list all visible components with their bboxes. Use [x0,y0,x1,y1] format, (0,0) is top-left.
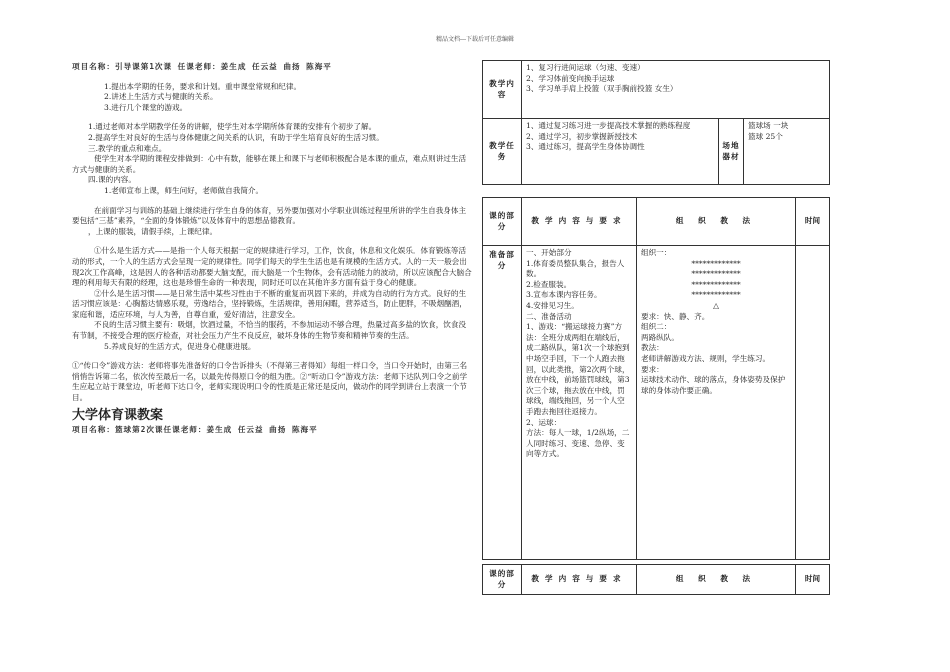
list-item: 运球技术动作、球的落点，身体姿势及保护球的身体动作要正确。 [641,375,786,395]
list-item: 1.体育委员整队集合，报告人数。 [526,258,625,279]
list-item: 2、学习体前变向换手运球 [526,73,615,83]
paragraph: 在前面学习与训练的基础上继续进行学生自身的体育，另外要加强对小学职业训练过程里所讲的学生自我身体主要包括“三基”素养，“全面的身体锻炼”以及体育中的思想品德教育。 [72,205,467,226]
list-item: 要求：快、静、齐。 [641,311,710,321]
list-item: 篮球场 一块 [748,121,789,130]
formation-row: ************* [691,258,741,268]
list-item: 教法： [641,343,664,353]
table-row [483,246,830,560]
lesson-detail-table-2 [482,564,830,595]
paragraph: 2.提高学生对良好的生活与身体健康之间关系的认识，有助于学生培育良好的生活习惯。 [88,132,384,142]
goal-item: 3.进行几个课堂的游戏。 [104,102,188,112]
lesson-plan-table [482,60,830,185]
project-line: 项目名称：篮球第2次课任课老师：姜生成 任云益 曲扬 陈海平 [72,424,318,434]
paragraph: 1.老师宣布上课，师生问好，老师做自我简介。 [104,185,264,195]
list-item: 老师讲解游戏方法、规则，学生练习。 [641,353,771,363]
paragraph: ①“传口令”游戏方法：老师将事先准备好的口令告诉排头（不得第三者得知）每组一样口令，当口令开始时，由第三名悄悄告诉第二名，依次传至最后一名，以最先传得原口令的组为胜。②“听动口令”游戏方法：老师下达队列口令之前学生应起立站于课堂边，听老师下达口令，老师实现说明口令的性质是正常还是反向，做动作的同学到讲台上表演一个节目。 [72,361,468,403]
column-header: 组 织 教 法 [637,565,796,595]
venue-cell [744,119,830,185]
project-line: 项目名称：引导课第1次课 任课老师：姜生成 任云益 曲扬 陈海平 [72,62,332,71]
paragraph: ②什么是生活习惯——是日常生活中某些习性由于不断的重复而巩固下来的，并成为自动的行为方式。良好的生活习惯应该是：心胸豁达情感乐观，劳逸结合，坚持锻炼，生活规律，善用闲暇，营养适当，防止肥胖，不吸烟酗酒，家庭和谐，适应环境，与人为善，自尊自重，爱好清洁，注意安全。 [72,288,467,319]
lesson-detail-table [482,197,830,560]
task-label: 教学任务 [483,119,522,185]
paragraph: 1.通过老师对本学期教学任务的讲解，使学生对本学期所体育课的安排有个初步了解。 [88,122,377,132]
table-row [483,119,830,185]
list-item: 组织二： [641,322,672,332]
list-item: 方法：每人一球，1/2纵场，二人同时练习、变速、急停、变向等方式。 [526,428,630,459]
formation-row: ************* [691,290,741,300]
list-item: 4.安排见习生。 [526,300,579,310]
list-item: 2、通过学习，初步掌握新授技术 [526,131,638,141]
formation-row: ************* [691,279,741,289]
list-item: 3、通过练习，提高学生身体协调性 [526,142,645,152]
table-row [483,61,830,119]
list-item: 1、游戏：“搬运球接力赛”方法：全班分成两组在端线后，成二路纵队，第1次一个球抱到中场空手回，下一个人跑去拖回，以此类推，第2次两个球，放在中线，前场篮罚球线，第3次三个球，拖去放在中线，罚球线，端线拖回，另一个人空手跑去拖回往返接力。 [526,322,630,416]
list-item: 3、学习单手肩上投篮（双手胸前投篮 女生） [526,84,678,94]
task-cell [522,119,719,185]
list-item: 2.检查服装。 [526,279,572,289]
goal-item: 1.提出本学期的任务，要求和计划。重申课堂常规和纪律。 [104,81,302,91]
column-header: 组 织 教 法 [637,198,796,246]
teacher-marker: △ [713,300,719,310]
list-item: 组织一： [641,248,672,257]
prep-label: 准备部分 [483,246,522,560]
column-header: 教学内容与要求 [522,565,637,595]
list-item: 3.宣布本课内容任务。 [526,290,602,300]
paragraph: 5.养成良好的生活方式，促进身心健康进展。 [104,341,256,351]
section-label: 课的部分 [483,565,522,595]
goal-item: 2.讲述上生活方式与健康的关系。 [104,92,218,102]
column-header: 教学内容与要求 [522,198,637,246]
prep-content-cell [522,246,637,560]
paragraph: ①什么是生活方式——是指一个人每天根据一定的规律进行学习，工作，饮食，休息和文化娱乐．体育锻炼等活动的形式，一个人的生活方式会呈现一定的规律性。同学们每天的学生生活也是有规模的生活方式。人的一天一般会出现2次工作高峰，这是因人的各种活动都要大脑支配，而大脑是一个生物体，会有活动能力的波动，所以应该配合大脑合理的利用每天有限的经理，这也是珍惜生命的一种表现，同时还可以在其他许多方面有益于身心的健康。 [72,246,472,288]
org-content-cell [637,246,796,560]
list-item: 2、运球： [526,417,562,427]
page-header: 精品文档---下载后可任意编辑 [435,36,515,43]
list-item: 两路纵队。 [641,332,679,342]
paragraph: 不良的生活习惯主要有：吸烟，饮酒过量，不恰当的服药，不参加运动不够合理，热量过高多盐的饮食，饮食没有节制，不接受合理的医疗检查，对社会压力产生不良反应，破坏身体的生物节奏和精神节奏的生活。 [72,320,467,341]
document-title: 大学体育课教案 [72,407,164,423]
table-row [483,565,830,595]
content-label: 教学内容 [483,61,522,119]
table-row [483,198,830,246]
left-lesson-text [72,62,472,435]
list-item: 1、通过复习练习进一步提高技术掌握的熟练程度 [526,121,691,130]
section-label: 课的部分 [483,198,522,246]
list-item: 1、复习行进间运球（匀速、变速） [526,63,645,72]
venue-label: 场地器材 [719,119,744,185]
content-cell [522,61,830,119]
paragraph: ，上课的服装，请假手续，上课纪律。 [88,226,218,236]
formation-row: ************* [691,269,741,279]
list-item: 篮球 25个 [748,131,783,141]
list-item: 一、开始部分 [526,248,572,257]
section-heading: 四.课的内容。 [88,175,136,185]
column-header: 时间 [796,565,830,595]
section-heading: 三.教学的重点和难点。 [88,143,167,153]
list-item: 要求： [641,364,664,374]
column-header: 时间 [796,198,830,246]
paragraph: 使学生对本学期的课程安排做到：心中有数，能够在课上和课下与老师积极配合是本课的重点，难点则讲过生活方式与健康的关系。 [72,154,467,174]
time-cell [796,246,830,560]
list-item: 二、准备活动 [526,311,572,321]
